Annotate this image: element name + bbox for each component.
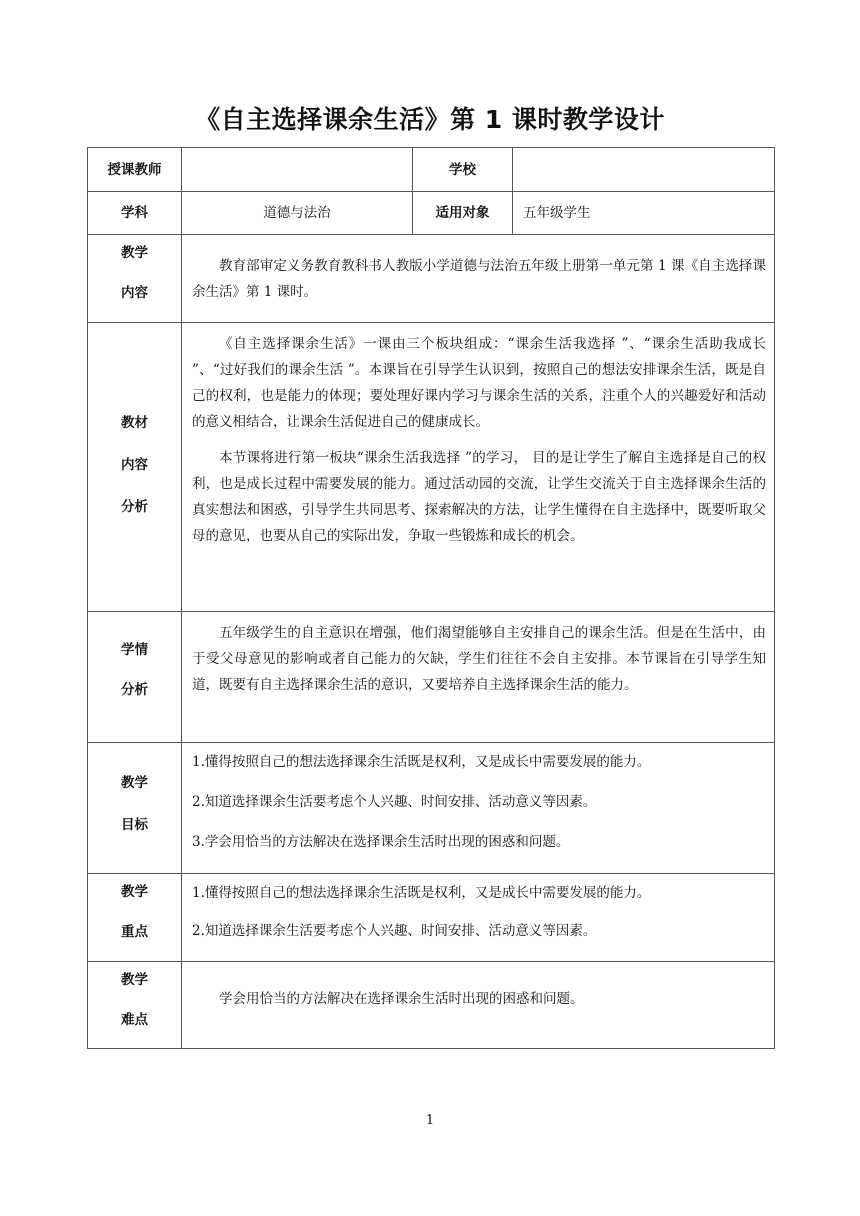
page-number: 1 xyxy=(425,1113,435,1128)
material-analysis-label-line2: 内容 xyxy=(121,457,148,473)
table-row-key-points xyxy=(88,874,775,962)
teacher-value xyxy=(182,148,413,192)
student-analysis-cell xyxy=(182,612,775,743)
material-analysis-paragraph-1: 《自主选择课余生活》一课由三个板块组成：“课余生活我选择 ”、“课余生活助我成长 ”、“过好我们的课余生活 ”。本课旨在引导学生认识到，按照自己的想法安排课余生活，既是自己的权利，也是能力的体现；要处理好课内学习与课余生活的关系，注重个人的兴趣爱好和活动的意义相结合，让课余生活促进自己的健康成长。 xyxy=(192,336,766,430)
subject-value: 道德与法治 xyxy=(182,192,413,235)
key-points-label xyxy=(88,874,182,962)
teaching-content-text: 教育部审定义务教育教科书人教版小学道德与法治五年级上册第一单元第 1 课《自主选择课余生活》第 1 课时。 xyxy=(192,257,766,300)
table-row-student-analysis xyxy=(88,612,775,743)
teaching-content-cell xyxy=(182,235,775,323)
material-analysis-label-line3: 分析 xyxy=(121,499,148,515)
material-analysis-cell xyxy=(182,323,775,612)
audience-label: 适用对象 xyxy=(413,192,513,235)
table-row-difficulties xyxy=(88,962,775,1049)
teaching-content-label-line1: 教学 xyxy=(121,245,148,261)
table-row-material-analysis xyxy=(88,323,775,612)
student-analysis-label-line2: 分析 xyxy=(121,682,148,698)
teacher-label: 授课教师 xyxy=(88,148,182,192)
difficulties-label xyxy=(88,962,182,1049)
lesson-plan-table xyxy=(87,147,775,1049)
table-row-teacher xyxy=(88,148,775,192)
student-analysis-label-line1: 学情 xyxy=(121,642,148,658)
key-point-item: 2.知道选择课余生活要考虑个人兴趣、时间安排、活动意义等因素。 xyxy=(192,923,597,939)
teaching-goals-label-line1: 教学 xyxy=(121,775,148,791)
difficulties-text: 学会用恰当的方法解决在选择课余生活时出现的困惑和问题。 xyxy=(219,991,584,1007)
teaching-goals-cell xyxy=(182,743,775,874)
teaching-goals-label xyxy=(88,743,182,874)
table-row-subject xyxy=(88,192,775,235)
key-points-label-line2: 重点 xyxy=(121,924,148,940)
student-analysis-text: 五年级学生的自主意识在增强，他们渴望能够自主安排自己的课余生活。但是在生活中，由于受父母意见的影响或者自己能力的欠缺，学生们往往不会自主安排。本节课旨在引导学生知道，既要有自主选择课余生活的意识，又要培养自主选择课余生活的能力。 xyxy=(192,625,766,693)
school-value xyxy=(513,148,775,192)
table-row-teaching-content xyxy=(88,235,775,323)
student-analysis-label xyxy=(88,612,182,743)
material-analysis-label xyxy=(88,323,182,612)
key-point-item: 1.懂得按照自己的想法选择课余生活既是权利，又是成长中需要发展的能力。 xyxy=(192,885,651,901)
difficulties-label-line2: 难点 xyxy=(121,1012,148,1028)
teaching-goal-item: 3.学会用恰当的方法解决在选择课余生活时出现的困惑和问题。 xyxy=(192,834,570,850)
key-points-label-line1: 教学 xyxy=(121,884,148,900)
difficulties-label-line1: 教学 xyxy=(121,972,148,988)
teaching-content-label-line2: 内容 xyxy=(121,285,148,301)
teaching-goal-item: 2.知道选择课余生活要考虑个人兴趣、时间安排、活动意义等因素。 xyxy=(192,794,597,810)
key-points-cell xyxy=(182,874,775,962)
material-analysis-paragraph-2: 本节课将进行第一板块“课余生活我选择 ”的学习， 目的是让学生了解自主选择是自己的权利，也是成长过程中需要发展的能力。通过活动园的交流，让学生交流关于自主选择课余生活的真实想法和困惑，引导学生共同思考、探索解决的方法，让学生懂得在自主选择中，既要听取父母的意见，也要从自己的实际出发，争取一些锻炼和成长的机会。 xyxy=(192,450,766,544)
school-label: 学校 xyxy=(413,148,513,192)
audience-value: 五年级学生 xyxy=(513,192,775,235)
subject-label: 学科 xyxy=(88,192,182,235)
teaching-goal-item: 1.懂得按照自己的想法选择课余生活既是权利，又是成长中需要发展的能力。 xyxy=(192,754,651,770)
material-analysis-label-line1: 教材 xyxy=(121,415,148,431)
document-title: 《自主选择课余生活》第 1 课时教学设计 xyxy=(195,105,665,134)
difficulties-cell xyxy=(182,962,775,1049)
teaching-goals-label-line2: 目标 xyxy=(121,817,148,833)
table-row-teaching-goals xyxy=(88,743,775,874)
teaching-content-label xyxy=(88,235,182,323)
